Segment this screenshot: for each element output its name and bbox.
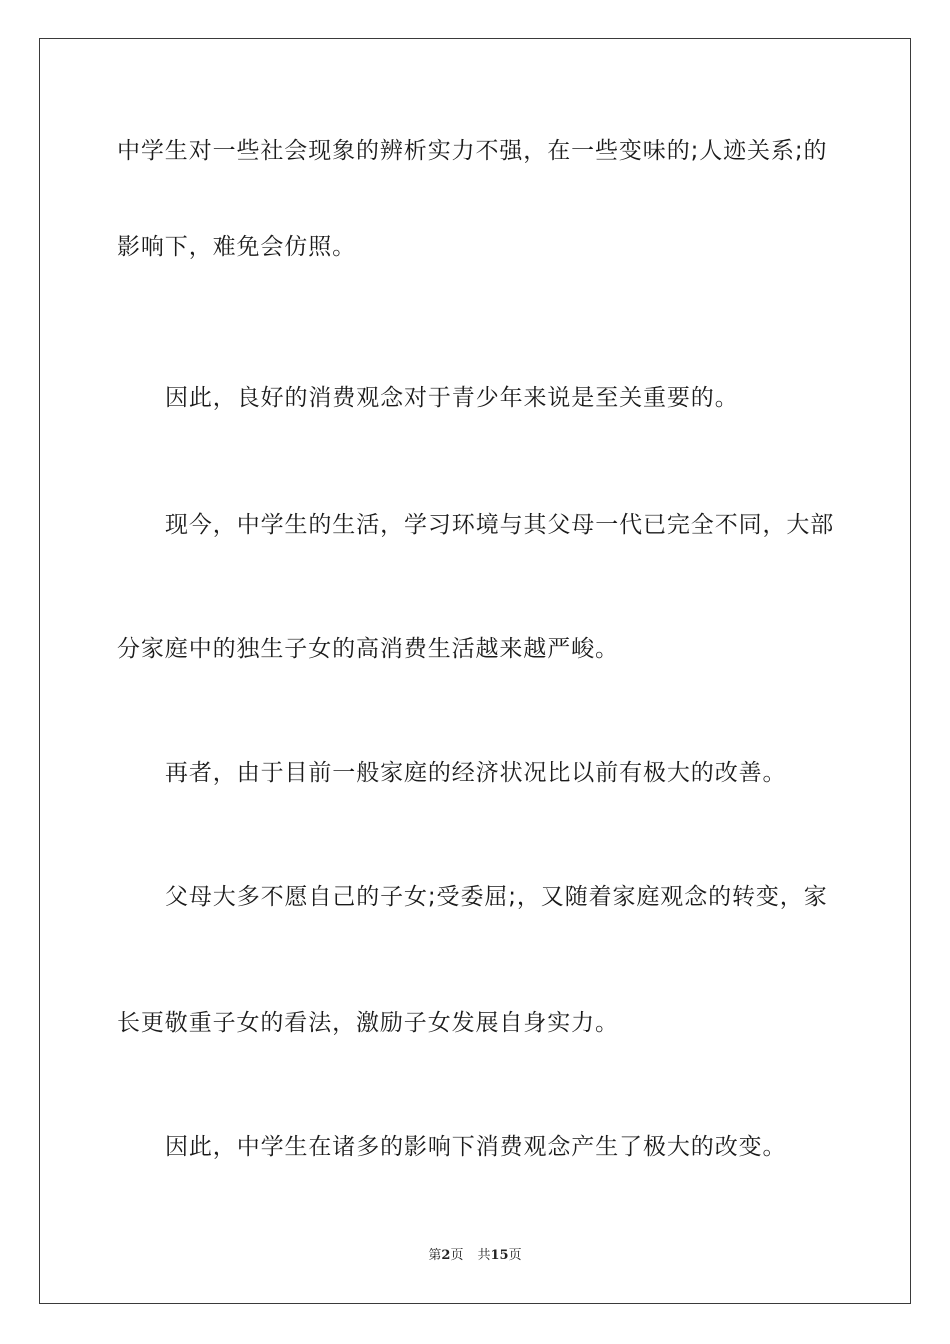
text-line-9: 因此，中学生在诸多的影响下消费观念产生了极大的改变。 <box>165 1134 787 1160</box>
footer-total-prefix: 共 <box>477 1248 491 1263</box>
text-line-6: 再者，由于目前一般家庭的经济状况比以前有极大的改善。 <box>165 760 787 786</box>
text-line-7: 父母大多不愿自己的子女;受委屈;，又随着家庭观念的转变，家 <box>165 884 828 910</box>
text-line-5: 分家庭中的独生子女的高消费生活越来越严峻。 <box>117 636 619 662</box>
text-line-4: 现今，中学生的生活，学习环境与其父母一代已完全不同，大部 <box>165 512 835 538</box>
text-line-2: 影响下，难免会仿照。 <box>117 234 356 260</box>
text-line-8: 长更敬重子女的看法，激励子女发展自身实力。 <box>117 1010 619 1036</box>
footer-prefix: 第 <box>428 1248 442 1263</box>
footer-total-suffix: 页 <box>508 1248 522 1263</box>
text-line-1: 中学生对一些社会现象的辨析实力不强，在一些变味的;人迹关系;的 <box>117 138 828 164</box>
total-page-count: 15 <box>490 1248 509 1263</box>
current-page-number: 2 <box>441 1248 451 1263</box>
page-footer <box>0 1247 950 1265</box>
text-line-3: 因此，良好的消费观念对于青少年来说是至关重要的。 <box>165 385 739 411</box>
page-border <box>39 38 911 1304</box>
footer-page-suffix: 页 <box>450 1248 464 1263</box>
